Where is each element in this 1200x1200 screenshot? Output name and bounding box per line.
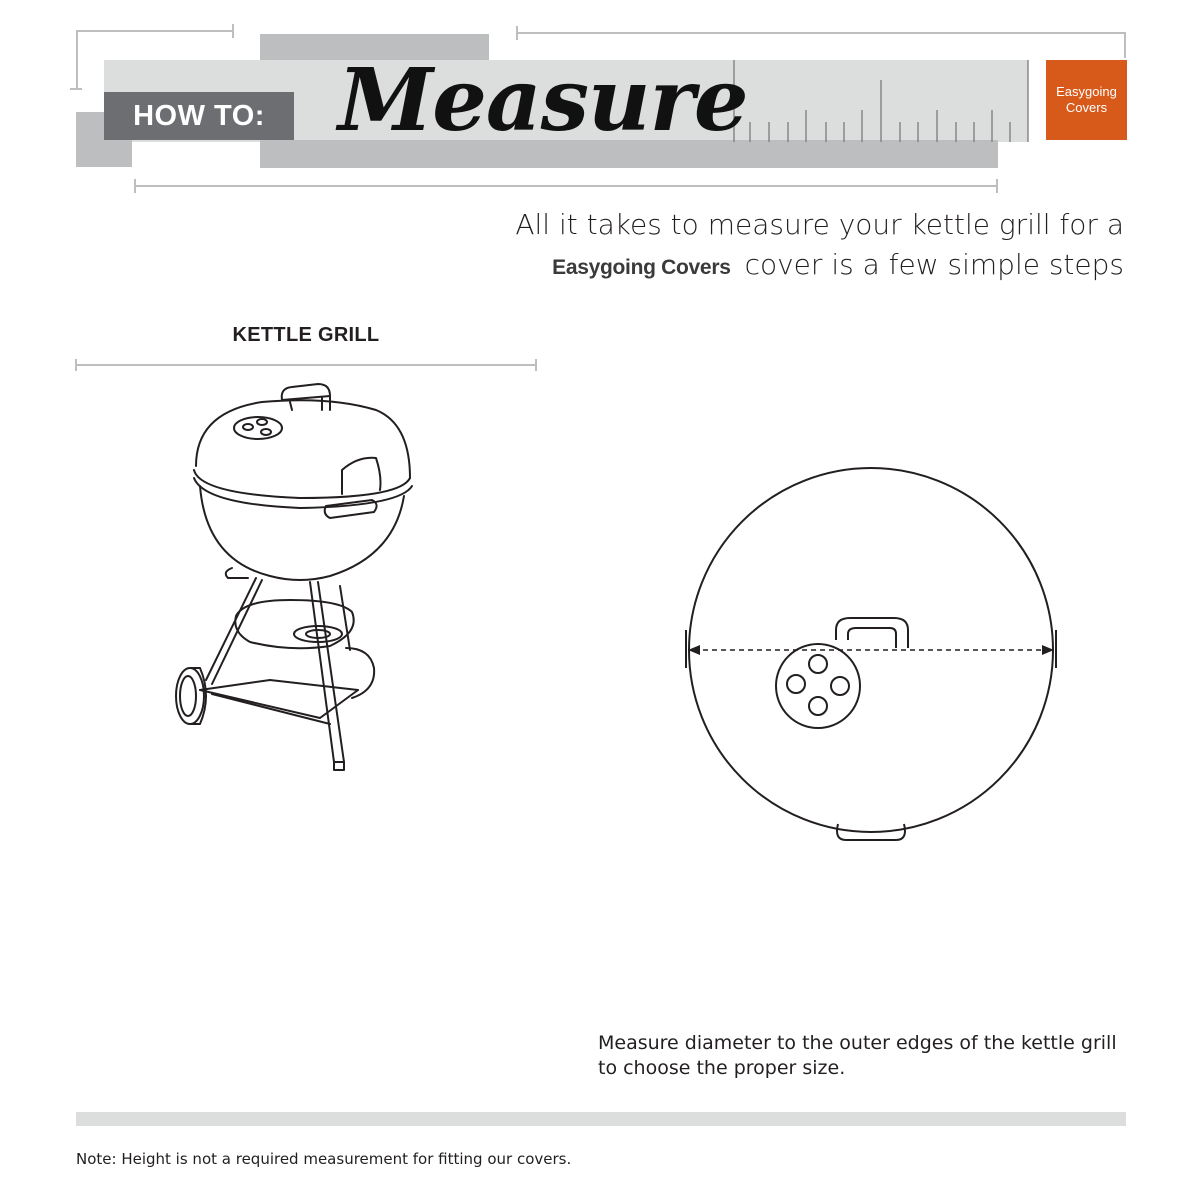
- intro-brand-name: Easygoing Covers: [552, 256, 731, 279]
- page-title: Measure: [338, 50, 748, 151]
- brand-logo-line2: Covers: [1065, 100, 1108, 115]
- header-line-bottom-tick-left: [134, 179, 136, 193]
- brand-logo: [1046, 60, 1127, 140]
- kettle-top-view-illustration: [676, 450, 1066, 850]
- header-line-top-left: [76, 30, 234, 32]
- footer-divider-bar: [76, 1112, 1126, 1126]
- header-line-left-tick: [70, 88, 82, 90]
- intro-line-2: [424, 245, 1124, 288]
- section-divider: [74, 357, 538, 373]
- intro-line-1: All it takes to measure your kettle grill for a: [515, 208, 1124, 241]
- header-line-bottom: [134, 185, 998, 187]
- header-line-bottom-tick-right: [996, 179, 998, 193]
- measure-caption: Measure diameter to the outer edges of the kettle grill to choose the proper size.: [598, 1032, 1117, 1079]
- footer-note: Note: Height is not a required measurement for fitting our covers.: [76, 1150, 572, 1168]
- section-title: KETTLE GRILL: [232, 324, 380, 346]
- intro-line-2-text: cover is a few simple steps: [744, 248, 1124, 281]
- header-line-top-right: [518, 32, 1126, 34]
- kettle-grill-illustration: [160, 380, 430, 780]
- intro-text: [424, 205, 1124, 288]
- how-to-label: HOW TO:: [104, 92, 294, 140]
- header-line-top-left-tick: [232, 24, 234, 38]
- header-line-top-right-tick: [516, 26, 518, 40]
- ruler-ticks: [730, 60, 1030, 142]
- brand-logo-line1: Easygoing: [1056, 84, 1117, 99]
- header-line-right-vertical: [1124, 32, 1126, 58]
- header-line-left-vertical: [76, 30, 78, 90]
